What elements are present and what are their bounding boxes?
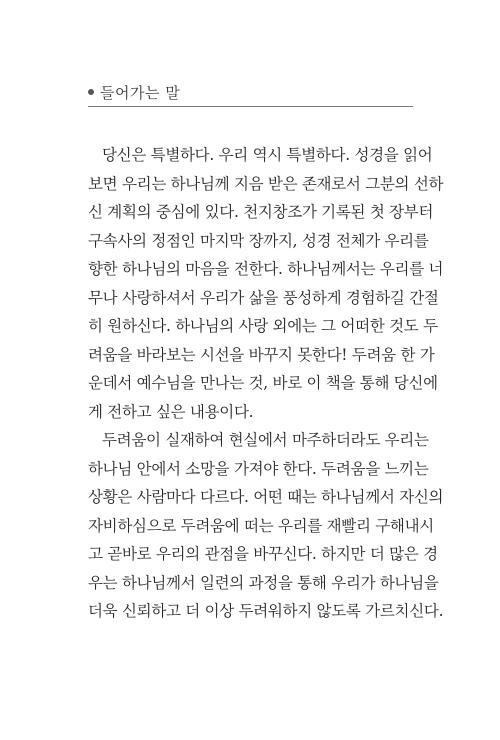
- section-title: 들어가는 말: [100, 83, 181, 102]
- paragraph: [88, 426, 444, 626]
- text-line: 하나님 안에서 소망을 가져야 한다. 두려움을 느끼는: [88, 459, 429, 478]
- text-line: 운데서 예수님을 만나는 것, 바로 이 책을 통해 당신에: [88, 374, 438, 392]
- text-line: 자비하심으로 두려움에 떠는 우리를 재빨리 구해내시: [88, 516, 434, 535]
- text-line: 우는 하나님께서 일련의 과정을 통해 우리가 하나님을: [88, 573, 439, 592]
- text-line: 구속사의 정점인 마지막 장까지, 성경 전체가 우리를: [88, 231, 429, 250]
- text-line: 게 전하고 싶은 내용이다.: [88, 402, 254, 421]
- text-line: 당신은 특별하다. 우리 역시 특별하다. 성경을 읽어: [102, 146, 433, 164]
- text-line: 신 계획의 중심에 있다. 천지창조가 기록된 첫 장부터: [88, 203, 434, 221]
- text-line: 향한 하나님의 마음을 전한다. 하나님께서는 우리를 너: [88, 260, 444, 278]
- header-divider: [88, 106, 413, 107]
- text-line: 히 원하신다. 하나님의 사랑 외에는 그 어떠한 것도 두: [88, 317, 438, 335]
- text-line: 려움을 바라보는 시선을 바꾸지 못한다! 두려움 한 가: [88, 345, 435, 364]
- text-line: 상황은 사람마다 다르다. 어떤 때는 하나님께서 자신의: [88, 488, 444, 506]
- text-line: 고 곧바로 우리의 관점을 바꾸신다. 하지만 더 많은 경: [88, 545, 438, 563]
- text-line: 두려움이 실재하여 현실에서 마주하더라도 우리는: [102, 431, 429, 449]
- text-line: 무나 사랑하셔서 우리가 삶을 풍성하게 경험하길 간절: [88, 288, 439, 307]
- text-line: 더욱 신뢰하고 더 이상 두려워하지 않도록 가르치신다.: [88, 602, 444, 620]
- text-line: 보면 우리는 하나님께 지음 받은 존재로서 그분의 선하: [88, 174, 444, 193]
- paragraph: [88, 141, 444, 426]
- bullet-icon: [88, 89, 94, 95]
- section-header: [88, 82, 180, 102]
- body-text: [88, 141, 444, 626]
